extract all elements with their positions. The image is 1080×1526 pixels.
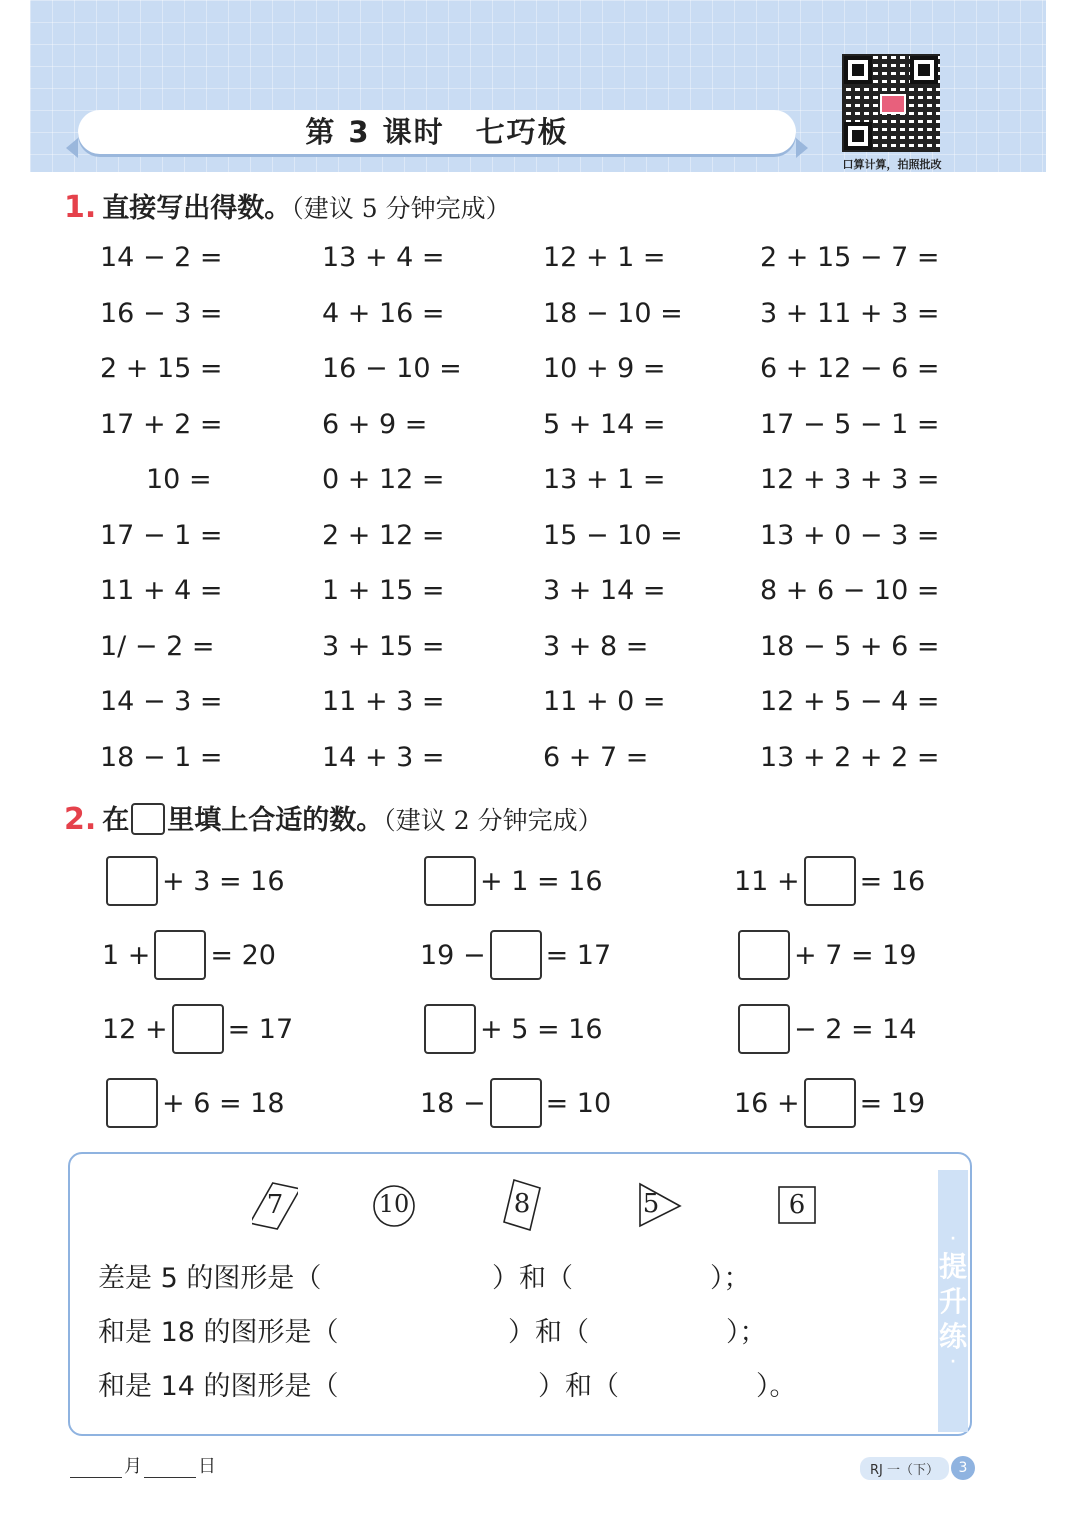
arithmetic-expression[interactable]: 6 + 12 − 6 = [760,353,940,384]
equation-suffix: + 3 = 16 [162,865,285,897]
section-heading: 直接写出得数。 [102,193,292,224]
arithmetic-expression[interactable]: 6 + 7 = [543,741,649,773]
arithmetic-expression[interactable]: 0 + 12 = [322,464,445,495]
square-icon [778,1186,816,1224]
shape-value: 8 [513,1189,531,1219]
equation-prefix: 18 − [420,1087,486,1119]
equation-prefix: 12 + [102,1013,168,1045]
arithmetic-expression[interactable]: 18 − 1 = [100,741,223,773]
section-number: 2. [64,802,97,837]
side-tab: · 提 升 练 · [938,1170,968,1432]
arithmetic-expression[interactable]: 2 + 12 = [322,519,445,551]
arithmetic-expression[interactable]: 14 + 3 = [322,741,445,773]
equation-suffix: + 7 = 19 [794,939,917,971]
arithmetic-expression[interactable]: 18 − 5 + 6 = [760,630,940,662]
answer-box[interactable] [804,856,856,906]
qr-finder [844,56,872,84]
qr-caption: 口算计算，拍照批改 [842,158,942,171]
arithmetic-expression[interactable]: 18 − 10 = [543,297,683,329]
arithmetic-expression[interactable]: 10 + 9 = [543,353,666,384]
answer-box[interactable] [106,856,158,906]
arithmetic-expression[interactable]: 3 + 8 = [543,630,649,662]
arithmetic-expression[interactable]: 12 + 5 − 4 = [760,686,940,717]
qr-code-icon[interactable] [842,54,940,152]
fill-in-equation [102,1078,285,1128]
day-label: 日 [198,1456,216,1477]
question-text: 差是 5 的图形是（ [98,1263,322,1294]
equation-suffix: = 17 [545,939,612,971]
fill-in-equation [420,856,603,906]
equation-prefix: 1 + [102,939,151,971]
answer-box[interactable] [738,1004,790,1054]
arithmetic-expression[interactable]: 14 − 2 = [100,242,223,273]
arithmetic-expression[interactable]: 13 + 2 + 2 = [760,741,940,773]
answer-box[interactable] [490,930,542,980]
arithmetic-expression[interactable]: 6 + 9 = [322,408,428,440]
side-tab-char: 提 [938,1249,967,1283]
answer-close: ）； [710,1263,751,1294]
arithmetic-expression[interactable]: 11 + 0 = [543,686,666,717]
arithmetic-expression[interactable]: 11 + 4 = [100,575,223,606]
side-tab-char: 练 [938,1319,967,1353]
page-number: 3 [951,1456,975,1480]
equation-prefix: 16 + [734,1087,800,1119]
arithmetic-expression[interactable]: 11 + 3 = [322,686,445,717]
qr-logo [880,94,906,114]
answer-separator: ）和（ [492,1263,573,1294]
fill-in-equation [734,1078,925,1128]
month-blank[interactable] [70,1457,122,1478]
arithmetic-expression[interactable]: 1/ − 2 = [100,630,215,662]
qr-finder [910,56,938,84]
section-2-title [64,798,603,837]
equation-suffix: = 19 [859,1087,926,1119]
question-text: 和是 14 的图形是（ [98,1371,339,1402]
equation-suffix: = 17 [227,1013,294,1045]
qr-finder [844,122,872,150]
time-note: （建议 2 分钟完成） [383,806,603,835]
blank-box-icon [131,803,165,835]
arithmetic-expression[interactable]: 12 + 1 = [543,242,666,273]
edition-label: RJ 一（下） [860,1457,949,1480]
lesson-title-bar [78,110,796,154]
month-label: 月 [124,1456,142,1477]
arithmetic-expression[interactable]: 3 + 14 = [543,575,666,606]
date-field [68,1452,216,1478]
arithmetic-expression[interactable]: 5 + 14 = [543,408,666,440]
shape-value: 5 [642,1189,660,1219]
answer-box[interactable] [804,1078,856,1128]
time-note: （建议 5 分钟完成） [291,194,511,223]
arithmetic-expression[interactable]: 17 − 1 = [100,519,223,551]
edition-tag [860,1456,975,1480]
equation-suffix: = 10 [545,1087,612,1119]
shape-value: 10 [378,1190,410,1218]
fill-in-equation [420,930,611,980]
arithmetic-expression[interactable]: 13 + 1 = [543,464,666,495]
fill-in-equation [420,1078,611,1128]
answer-separator: ）和（ [538,1371,619,1402]
answer-box[interactable] [738,930,790,980]
answer-box[interactable] [424,1004,476,1054]
equation-suffix: + 6 = 18 [162,1087,285,1119]
parallelogram-icon [252,1182,298,1230]
answer-separator: ）和（ [508,1317,589,1348]
arithmetic-expression[interactable]: 2 + 15 = [100,353,223,384]
answer-box[interactable] [172,1004,224,1054]
equation-suffix: = 20 [210,939,276,971]
arithmetic-expression[interactable]: 17 − 5 − 1 = [760,408,940,440]
arithmetic-expression[interactable]: 13 + 4 = [322,242,445,273]
arithmetic-expression[interactable]: 10 = [146,464,212,495]
arithmetic-expression[interactable]: 16 − 10 = [322,353,462,384]
equation-suffix: + 5 = 16 [480,1013,603,1045]
day-blank[interactable] [144,1457,196,1478]
answer-close: ）； [726,1317,767,1348]
shape-value: 7 [266,1190,284,1220]
fill-in-equation [734,930,917,980]
section-heading-post: 里填上合适的数。 [167,805,384,836]
fill-in-equation [102,930,276,980]
arithmetic-expression[interactable]: 3 + 15 = [322,630,445,662]
answer-box[interactable] [490,1078,542,1128]
arithmetic-expression[interactable]: 15 − 10 = [543,519,683,551]
fill-in-equation [734,1004,917,1054]
arithmetic-expression[interactable]: 2 + 15 − 7 = [760,242,940,273]
equation-prefix: 11 + [734,865,800,897]
equation-prefix: 19 − [420,939,486,971]
section-heading-pre: 在 [102,805,130,836]
answer-close: ）。 [756,1371,797,1402]
equation-suffix: + 1 = 16 [480,865,603,897]
answer-box[interactable] [106,1078,158,1128]
arithmetic-expression[interactable]: 17 + 2 = [100,408,223,440]
section-1-title [64,186,511,225]
arithmetic-expression[interactable]: 12 + 3 + 3 = [760,464,940,495]
arithmetic-expression[interactable]: 1 + 15 = [322,575,445,606]
lesson-title: 第 3 课时 七巧板 [305,115,569,149]
arithmetic-expression[interactable]: 14 − 3 = [100,686,223,717]
fill-in-equation [420,1004,603,1054]
fill-in-equation [102,856,285,906]
arithmetic-expression[interactable]: 3 + 11 + 3 = [760,297,940,329]
fill-in-equation [102,1004,293,1054]
arithmetic-expression[interactable]: 16 − 3 = [100,297,223,329]
triangle-icon [636,1182,682,1228]
answer-box[interactable] [424,856,476,906]
fill-in-equation [734,856,925,906]
arithmetic-expression[interactable]: 13 + 0 − 3 = [760,519,940,551]
arithmetic-expression[interactable]: 4 + 16 = [322,297,445,329]
arithmetic-expression[interactable]: 8 + 6 − 10 = [760,575,940,606]
side-tab-char: 升 [938,1284,967,1318]
equation-suffix: − 2 = 14 [794,1013,917,1045]
section-number: 1. [64,190,97,225]
rhombus-icon [500,1178,544,1232]
circle-icon [372,1184,416,1228]
answer-box[interactable] [154,930,206,980]
question-text: 和是 18 的图形是（ [98,1317,339,1348]
shape-value: 6 [788,1190,806,1220]
equation-suffix: = 16 [859,865,926,897]
